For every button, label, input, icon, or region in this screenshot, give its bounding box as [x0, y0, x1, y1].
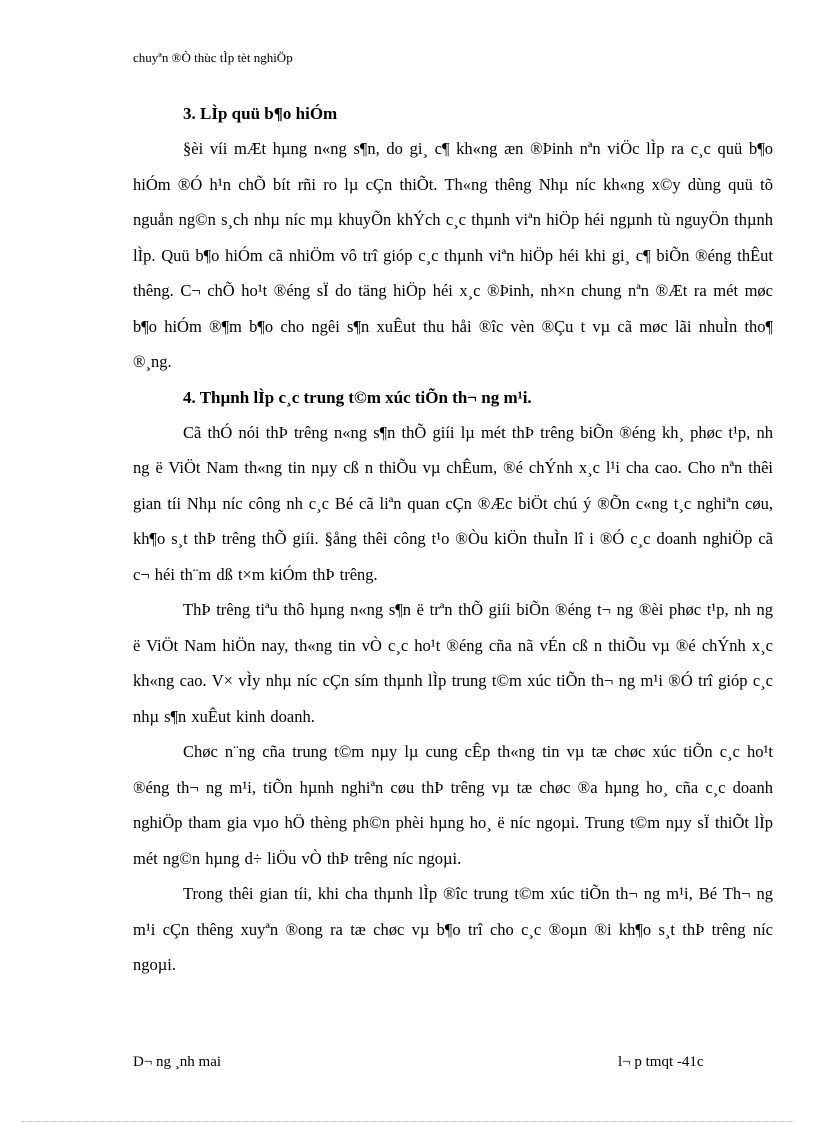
section-4-paragraph-2: ThÞ trêng tiªu thô hµng n«ng s¶n ë trªn thÕ giíi biÕn ®éng t¬ ng ®èi phøc t¹p, nh ng ë ViÖt Nam hiÖn nay, th«ng tin vÒ c¸c ho¹t ®éng cña nã vÉn cß n thiÕu vµ ®é chÝnh x¸c kh«ng cao. V× vÌy nhµ níc cÇn sím thµnh lÌp trung t©m xúc tiÕn th¬ ng m¹i ®Ó trî gióp c¸c nhµ s¶n xuÊut kinh doanh. — [133, 600, 773, 726]
page-body — [133, 96, 773, 983]
section-4-paragraph-1: Cã thÓ nói thÞ trêng n«ng s¶n thÕ giíi lµ mét thÞ trêng biÕn ®éng kh¸ phøc t¹p, nh ng ë ViÖt Nam th«ng tin nµy cß n thiÕu vµ chÊum, ®é chÝnh x¸c l¹i cha cao. Cho nªn thêi gian tíi Nhµ níc công nh c¸c Bé cã liªn quan cÇn ®Æc biÖt chú ý ®Õn c«ng t¸c nghiªn cøu, kh¶o s¸t thÞ trêng thÕ giíi. §ång thêi công t¹o ®Òu kiÖn thuÌn lî i ®Ó c¸c doanh nghiÖp cã c¬ héi th¨m dß t×m kiÓm thÞ trêng. — [133, 422, 773, 584]
footer-class-code: l¬ p tmqt -41c — [618, 1054, 704, 1070]
section-3-heading: 3. LÌp quü b¶o hiÓm — [183, 104, 338, 123]
section-4-heading: 4. Thµnh lÌp c¸c trung t©m xúc tiÕn th¬ ng m¹i. — [183, 387, 532, 407]
footer-author: D¬ ng ¸nh mai — [133, 1054, 222, 1070]
running-header: chuyªn ®Ò thùc tÌp tèt nghiÖp — [133, 50, 293, 65]
page-bottom-edge — [22, 1121, 794, 1122]
section-4-paragraph-4: Trong thêi gian tíi, khi cha thµnh lÌp ®îc trung t©m xúc tiÕn th¬ ng m¹i, Bé Th¬ ng m¹i cÇn thêng xuyªn ®ong ra tæ chøc vµ b¶o trî cho c¸c ®oµn ®i kh¶o s¸t thÞ trêng níc ngoµi. — [133, 884, 773, 974]
section-4-paragraph-3: Chøc n¨ng cña trung t©m nµy lµ cung cÊp th«ng tin vµ tæ chøc xúc tiÕn c¸c ho¹t ®éng th¬ ng m¹i, tiÕn hµnh nghiªn cøu thÞ trêng vµ tæ chøc ®a hµng ho¸ cña c¸c doanh nghiÖp tham gia vµo hÖ thèng ph©n phèi hµng ho¸ ë níc ngoµi. Trung t©m nµy sÏ thiÕt lÌp mét ng©n hµng d÷ liÖu vÒ thÞ trêng níc ngoµi. — [133, 742, 773, 868]
section-3-paragraph: §èi víi mÆt hµng n«ng s¶n, do gi¸ c¶ kh«ng æn ®Þinh nªn viÖc lÌp ra c¸c quü b¶o hiÓm ®Ó h¹n chÕ bít rñi ro lµ cÇn thiÕt. Th«ng thêng Nhµ níc kh«ng x©y dùng quü tõ nguån ng©n s¸ch nhµ níc mµ khuyÕn khÝch c¸c thµnh viªn hiÖp héi ngµnh tù nguyÖn thµnh lÌp. Quü b¶o hiÓm cã nhiÖm vô trî gióp c¸c thµnh viªn hiÖp héi khi gi¸ c¶ biÕn ®éng thÊut thêng. C¬ chÕ ho¹t ®éng sÏ do täng hiÖp héi x¸c ®Þinh, nh×n chung nªn ®Æt ra mét møc b¶o hiÓm ®¶m b¶o cho ngêi s¶n xuÊut thu håi ®îc vèn ®Çu t vµ cã møc lãi nhuÌn tho¶ ®¸ng. — [133, 139, 773, 371]
